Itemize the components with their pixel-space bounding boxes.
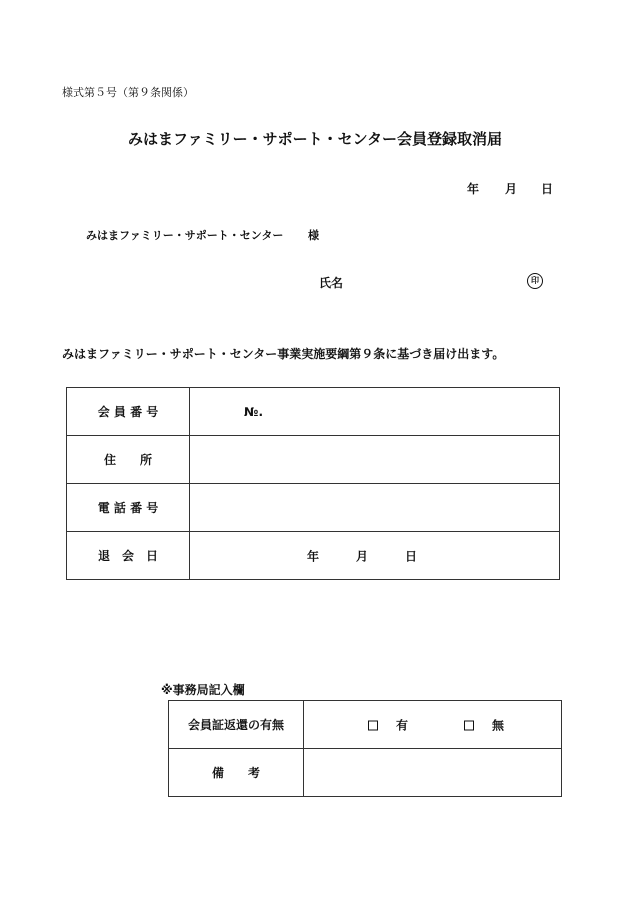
date-day: 日 xyxy=(541,182,554,196)
option-yes-label: 有 xyxy=(396,718,409,732)
remarks-field[interactable] xyxy=(304,749,562,797)
checkbox-no-icon[interactable] xyxy=(464,721,474,731)
member-number-field[interactable] xyxy=(190,388,560,436)
member-number-label: 会 員 番 号 xyxy=(67,388,190,436)
form-number: 様式第５号（第９条関係） xyxy=(62,86,194,99)
table-row xyxy=(67,388,560,436)
yes-option[interactable] xyxy=(368,716,408,733)
member-info-table xyxy=(66,387,560,580)
honorific: 様 xyxy=(308,229,319,242)
office-table xyxy=(168,700,562,797)
name-label: 氏名 xyxy=(319,276,344,290)
no-option[interactable] xyxy=(464,716,504,733)
table-row xyxy=(67,484,560,532)
card-return-label: 会員証返還の有無 xyxy=(169,701,304,749)
table-row xyxy=(67,436,560,484)
card-return-options xyxy=(304,701,562,749)
table-row xyxy=(67,532,560,580)
checkbox-yes-icon[interactable] xyxy=(368,721,378,731)
seal-mark: 印 xyxy=(527,273,543,289)
table-row xyxy=(169,701,562,749)
page-title: みはまファミリー・サポート・センター会員登録取消届 xyxy=(127,130,503,148)
statement: みはまファミリー・サポート・センター事業実施要綱第９条に基づき届け出ます。 xyxy=(62,347,505,361)
withdraw-year: 年 xyxy=(307,549,320,563)
address-label: 住 所 xyxy=(67,436,190,484)
withdraw-day: 日 xyxy=(405,549,418,563)
table-row xyxy=(169,749,562,797)
phone-field[interactable] xyxy=(190,484,560,532)
date-month: 月 xyxy=(505,182,518,196)
phone-label: 電 話 番 号 xyxy=(67,484,190,532)
member-number-prefix: №. xyxy=(244,404,263,419)
withdraw-date-label: 退 会 日 xyxy=(67,532,190,580)
withdraw-date-field[interactable] xyxy=(190,532,560,580)
withdraw-month: 月 xyxy=(356,549,369,563)
office-section-heading: ※事務局記入欄 xyxy=(161,683,245,697)
address-field[interactable] xyxy=(190,436,560,484)
date-year: 年 xyxy=(467,182,480,196)
remarks-label: 備 考 xyxy=(169,749,304,797)
option-no-label: 無 xyxy=(492,718,505,732)
addressee: みはまファミリー・サポート・センター xyxy=(86,229,284,242)
